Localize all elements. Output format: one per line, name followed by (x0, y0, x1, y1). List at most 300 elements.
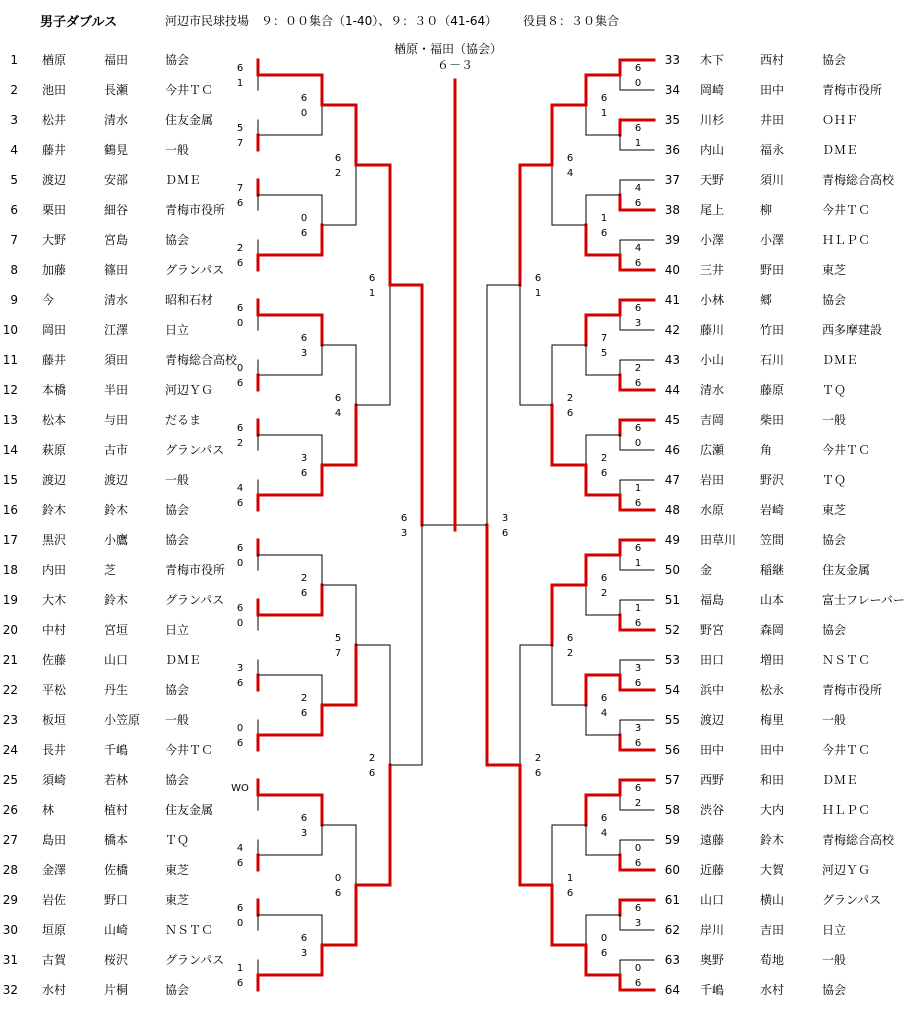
team-number: 10 (2, 323, 18, 337)
player-2: 千嶋 (104, 743, 129, 757)
player-1: 内山 (700, 143, 725, 157)
match-score: 4 (600, 708, 608, 719)
match-score: 6 (600, 948, 608, 959)
match-score: 6 (300, 588, 308, 599)
player-1: 平松 (42, 683, 67, 697)
team-number: 20 (2, 623, 18, 637)
match-score: 6 (634, 123, 642, 134)
player-2: 井田 (760, 113, 785, 127)
team-number: 40 (664, 263, 680, 277)
team-club: 協会 (165, 53, 190, 67)
player-2: 鈴木 (760, 833, 785, 847)
match-score: 7 (600, 333, 608, 344)
match-score: 2 (300, 573, 308, 584)
player-1: 岡崎 (700, 83, 725, 97)
team-number: 13 (2, 413, 18, 427)
match-score: 6 (334, 393, 342, 404)
match-score: 1 (600, 213, 608, 224)
player-2: 藤原 (760, 383, 785, 397)
team-number: 28 (2, 863, 18, 877)
player-1: 岩田 (700, 473, 725, 487)
player-1: 大野 (42, 233, 67, 247)
match-score: 6 (600, 93, 608, 104)
player-2: 半田 (104, 383, 129, 397)
match-score: 4 (334, 408, 342, 419)
team-club: ＨＬＰＣ (822, 803, 871, 817)
team-club: 河辺ＹＧ (165, 383, 214, 397)
match-score: 3 (400, 528, 408, 539)
team-number: 7 (10, 233, 18, 247)
match-score: 6 (300, 933, 308, 944)
team-club: 協会 (165, 773, 190, 787)
team-number: 26 (2, 803, 18, 817)
team-club: 河辺ＹＧ (822, 863, 871, 877)
team-number: 55 (664, 713, 680, 727)
player-1: 松本 (42, 413, 67, 427)
player-1: 大木 (42, 593, 67, 607)
player-1: 楢原 (42, 53, 67, 67)
player-1: 田口 (700, 653, 725, 667)
match-score: 6 (634, 978, 642, 989)
team-club: 西多摩建設 (822, 323, 883, 337)
player-1: 渋谷 (700, 803, 725, 817)
team-number: 62 (664, 923, 680, 937)
match-score: 7 (236, 183, 244, 194)
team-club: 協会 (822, 533, 847, 547)
team-club: 日立 (822, 923, 847, 937)
team-club: 一般 (165, 713, 190, 727)
team-number: 9 (10, 293, 18, 307)
match-score: 6 (634, 303, 642, 314)
player-1: 長井 (42, 743, 67, 757)
player-2: 野沢 (760, 473, 785, 487)
team-club: 住友金属 (822, 563, 871, 577)
player-2: 鶴見 (104, 143, 129, 157)
match-score: 6 (634, 618, 642, 629)
player-2: 柴田 (760, 413, 785, 427)
team-club: 協会 (165, 533, 190, 547)
team-club: グランパス (165, 593, 225, 607)
match-score: 1 (634, 138, 642, 149)
team-club: ＨＬＰＣ (822, 233, 871, 247)
player-1: 川杉 (700, 113, 725, 127)
player-1: 小澤 (700, 233, 725, 247)
match-score: 3 (501, 513, 509, 524)
player-2: 宮垣 (104, 623, 129, 637)
player-2: 山口 (104, 653, 129, 667)
player-1: 古賀 (42, 953, 67, 967)
match-score: 3 (634, 723, 642, 734)
match-score: 7 (236, 138, 244, 149)
player-1: 加藤 (42, 263, 67, 277)
team-number: 16 (2, 503, 18, 517)
match-score: 6 (236, 903, 244, 914)
player-2: 吉田 (760, 923, 785, 937)
team-club: 今井ＴＣ (822, 203, 871, 217)
match-score: 6 (236, 423, 244, 434)
player-2: 芝 (104, 563, 117, 577)
player-2: 鈴木 (104, 593, 129, 607)
match-score: 0 (634, 843, 642, 854)
match-score: 6 (600, 228, 608, 239)
team-number: 34 (664, 83, 680, 97)
team-club: 協会 (822, 623, 847, 637)
team-number: 14 (2, 443, 18, 457)
match-score: 3 (634, 663, 642, 674)
team-number: 43 (664, 353, 680, 367)
player-1: 藤井 (42, 143, 67, 157)
team-club: 青梅総合高校 (822, 833, 895, 847)
player-1: 須崎 (42, 773, 67, 787)
team-number: 36 (664, 143, 680, 157)
team-number: 19 (2, 593, 18, 607)
player-2: 片桐 (104, 983, 129, 997)
match-score: 6 (236, 543, 244, 554)
team-club: 協会 (165, 983, 190, 997)
team-club: 日立 (165, 623, 190, 637)
match-score: 6 (334, 153, 342, 164)
team-club: ＮＳＴＣ (165, 923, 214, 937)
player-2: 松永 (760, 683, 785, 697)
match-score: 2 (566, 393, 574, 404)
match-score: 2 (236, 243, 244, 254)
team-club: 協会 (165, 503, 190, 517)
team-club: 協会 (822, 53, 847, 67)
match-score: 6 (300, 228, 308, 239)
team-club: ＤＭＥ (822, 143, 859, 157)
player-1: 尾上 (700, 203, 725, 217)
match-score: 6 (634, 738, 642, 749)
player-2: 笠間 (760, 533, 785, 547)
match-score: 4 (236, 843, 244, 854)
player-2: 森岡 (760, 623, 785, 637)
final-score-label: ６－３ (436, 58, 474, 72)
match-score: 0 (236, 723, 244, 734)
team-number: 23 (2, 713, 18, 727)
team-number: 52 (664, 623, 680, 637)
match-score: WO (231, 783, 249, 794)
team-number: 29 (2, 893, 18, 907)
team-number: 45 (664, 413, 680, 427)
player-1: 山口 (700, 893, 725, 907)
player-1: 吉岡 (700, 413, 725, 427)
match-score: 1 (600, 108, 608, 119)
player-1: 三井 (700, 263, 725, 277)
player-1: 鈴木 (42, 503, 67, 517)
team-club: 富士フレーバー (822, 593, 905, 607)
player-1: 岩佐 (42, 893, 67, 907)
player-1: 水原 (700, 503, 725, 517)
team-number: 51 (664, 593, 680, 607)
team-number: 57 (664, 773, 680, 787)
team-club: 一般 (165, 143, 190, 157)
team-number: 58 (664, 803, 680, 817)
team-club: 青梅市役所 (165, 203, 226, 217)
match-score: 6 (600, 693, 608, 704)
match-score: 4 (236, 483, 244, 494)
match-score: 6 (236, 63, 244, 74)
team-number: 12 (2, 383, 18, 397)
match-score: 6 (634, 783, 642, 794)
player-2: 荀地 (760, 953, 785, 967)
match-score: 6 (300, 468, 308, 479)
player-2: 水村 (760, 983, 785, 997)
team-club: 住友金属 (165, 803, 214, 817)
match-score: 1 (634, 603, 642, 614)
team-club: 青梅総合高校 (165, 353, 238, 367)
player-1: 栗田 (42, 203, 67, 217)
team-number: 5 (10, 173, 18, 187)
match-score: 6 (236, 678, 244, 689)
player-1: 黒沢 (42, 533, 67, 547)
match-score: 6 (236, 258, 244, 269)
match-score: 6 (300, 813, 308, 824)
player-1: 渡辺 (42, 173, 67, 187)
player-2: 小鷹 (104, 533, 129, 547)
match-score: 6 (300, 333, 308, 344)
team-number: 21 (2, 653, 18, 667)
player-1: 金 (700, 563, 713, 577)
match-score: 2 (236, 438, 244, 449)
player-2: 若林 (104, 773, 129, 787)
team-club: ＤＭＥ (165, 653, 202, 667)
player-2: 石川 (760, 353, 785, 367)
player-1: 野宮 (700, 623, 725, 637)
team-club: 協会 (165, 233, 190, 247)
player-2: 小澤 (760, 233, 785, 247)
player-2: 江澤 (104, 323, 129, 337)
match-score: 6 (566, 153, 574, 164)
match-score: 2 (368, 753, 376, 764)
team-club: 一般 (822, 413, 847, 427)
team-club: だるま (165, 413, 202, 427)
match-score: 2 (634, 363, 642, 374)
player-1: 林 (42, 803, 55, 817)
match-score: 4 (566, 168, 574, 179)
player-2: 小笠原 (104, 713, 141, 727)
player-2: 田中 (760, 743, 785, 757)
match-score: 2 (600, 588, 608, 599)
match-score: 6 (236, 198, 244, 209)
team-club: 青梅市役所 (822, 83, 883, 97)
match-score: 6 (236, 303, 244, 314)
team-number: 24 (2, 743, 18, 757)
team-number: 39 (664, 233, 680, 247)
match-score: 6 (236, 738, 244, 749)
player-1: 渡辺 (700, 713, 725, 727)
match-score: 5 (334, 633, 342, 644)
team-number: 49 (664, 533, 680, 547)
match-score: 1 (634, 558, 642, 569)
team-club: ＤＭＥ (822, 773, 859, 787)
match-score: 6 (634, 258, 642, 269)
player-1: 奥野 (700, 953, 725, 967)
match-score: 0 (600, 933, 608, 944)
team-number: 31 (2, 953, 18, 967)
team-number: 37 (664, 173, 680, 187)
team-club: 青梅総合高校 (822, 173, 895, 187)
player-1: 岡田 (42, 323, 67, 337)
player-2: 鈴木 (104, 503, 129, 517)
team-number: 56 (664, 743, 680, 757)
match-score: 6 (534, 768, 542, 779)
player-1: 岸川 (700, 923, 725, 937)
player-1: 福島 (700, 593, 725, 607)
player-1: 本橋 (42, 383, 67, 397)
match-score: 1 (236, 963, 244, 974)
player-2: 梅里 (760, 713, 785, 727)
team-number: 41 (664, 293, 680, 307)
team-club: 日立 (165, 323, 190, 337)
match-score: 6 (300, 708, 308, 719)
match-score: 6 (368, 768, 376, 779)
team-club: 青梅市役所 (822, 683, 883, 697)
match-score: 6 (300, 93, 308, 104)
match-score: 2 (534, 753, 542, 764)
match-score: 6 (634, 498, 642, 509)
match-score: 6 (634, 423, 642, 434)
team-number: 46 (664, 443, 680, 457)
player-2: 西村 (760, 53, 785, 67)
team-number: 47 (664, 473, 680, 487)
match-score: 1 (566, 873, 574, 884)
team-club: 東芝 (822, 503, 847, 517)
match-score: 1 (534, 288, 542, 299)
team-number: 3 (10, 113, 18, 127)
team-club: グランパス (165, 443, 225, 457)
team-number: 25 (2, 773, 18, 787)
team-club: 一般 (165, 473, 190, 487)
player-2: 須川 (760, 173, 785, 187)
match-score: 6 (368, 273, 376, 284)
player-1: 藤井 (42, 353, 67, 367)
team-number: 30 (2, 923, 18, 937)
player-1: 池田 (42, 83, 67, 97)
team-number: 4 (10, 143, 18, 157)
team-number: 27 (2, 833, 18, 847)
player-2: 植村 (104, 803, 129, 817)
team-number: 42 (664, 323, 680, 337)
match-score: 6 (600, 813, 608, 824)
match-score: 0 (634, 78, 642, 89)
player-1: 小林 (700, 293, 725, 307)
player-2: 稲継 (760, 563, 785, 577)
match-score: 6 (236, 858, 244, 869)
match-score: 3 (300, 453, 308, 464)
team-number: 59 (664, 833, 680, 847)
player-2: 福永 (760, 143, 785, 157)
team-club: 協会 (822, 983, 847, 997)
team-number: 32 (2, 983, 18, 997)
player-2: 橋本 (104, 833, 129, 847)
match-score: 2 (566, 648, 574, 659)
match-score: 3 (300, 828, 308, 839)
player-2: 与田 (104, 413, 129, 427)
player-1: 金澤 (42, 863, 67, 877)
team-number: 2 (10, 83, 18, 97)
venue-schedule: 河辺市民球技場 ９：００集合（1-40）、９：３０（41-64） (165, 14, 498, 28)
match-score: 6 (634, 858, 642, 869)
match-score: 0 (236, 363, 244, 374)
match-score: 6 (400, 513, 408, 524)
player-1: 天野 (700, 173, 725, 187)
player-2: 長瀬 (104, 83, 129, 97)
player-1: 田中 (700, 743, 725, 757)
match-score: 2 (300, 693, 308, 704)
team-number: 63 (664, 953, 680, 967)
player-1: 田草川 (700, 533, 737, 547)
match-score: 6 (600, 573, 608, 584)
player-2: 清水 (104, 293, 129, 307)
match-score: 1 (634, 483, 642, 494)
match-score: 7 (334, 648, 342, 659)
team-number: 17 (2, 533, 18, 547)
match-score: 0 (236, 918, 244, 929)
team-club: 東芝 (822, 263, 847, 277)
match-score: 6 (566, 888, 574, 899)
player-1: 近藤 (700, 863, 725, 877)
player-2: 柳 (760, 203, 773, 217)
player-2: 竹田 (760, 323, 785, 337)
team-club: ＴＱ (822, 473, 847, 487)
player-1: 西野 (700, 773, 725, 787)
player-2: 和田 (760, 773, 785, 787)
team-number: 64 (664, 983, 680, 997)
match-score: 4 (600, 828, 608, 839)
player-2: 宮島 (104, 233, 129, 247)
match-score: 6 (600, 468, 608, 479)
player-2: 古市 (104, 443, 129, 457)
match-score: 1 (368, 288, 376, 299)
team-club: ＮＳＴＣ (822, 653, 871, 667)
match-score: 3 (634, 318, 642, 329)
player-2: 篠田 (104, 263, 129, 277)
player-1: 島田 (42, 833, 67, 847)
team-club: ＴＱ (822, 383, 847, 397)
player-1: 千嶋 (700, 983, 725, 997)
player-2: 渡辺 (104, 473, 129, 487)
match-score: 2 (634, 798, 642, 809)
player-2: 野田 (760, 263, 785, 277)
team-club: 一般 (822, 713, 847, 727)
match-score: 6 (236, 498, 244, 509)
team-club: 東芝 (165, 893, 190, 907)
team-club: 一般 (822, 953, 847, 967)
match-score: 3 (236, 663, 244, 674)
match-score: 1 (236, 78, 244, 89)
team-number: 18 (2, 563, 18, 577)
player-2: 大内 (760, 803, 785, 817)
team-number: 15 (2, 473, 18, 487)
team-number: 8 (10, 263, 18, 277)
player-2: 佐橋 (104, 863, 129, 877)
player-1: 松井 (42, 113, 67, 127)
team-number: 33 (664, 53, 680, 67)
match-score: 0 (236, 618, 244, 629)
player-1: 小山 (700, 353, 725, 367)
player-2: 安部 (104, 173, 129, 187)
player-1: 広瀬 (700, 443, 725, 457)
player-1: 遠藤 (700, 833, 725, 847)
team-club: 協会 (822, 293, 847, 307)
player-1: 板垣 (42, 713, 67, 727)
player-1: 渡辺 (42, 473, 67, 487)
match-score: 6 (236, 378, 244, 389)
match-score: 6 (634, 378, 642, 389)
team-club: グランパス (822, 893, 882, 907)
match-score: 0 (300, 108, 308, 119)
team-number: 11 (2, 353, 18, 367)
